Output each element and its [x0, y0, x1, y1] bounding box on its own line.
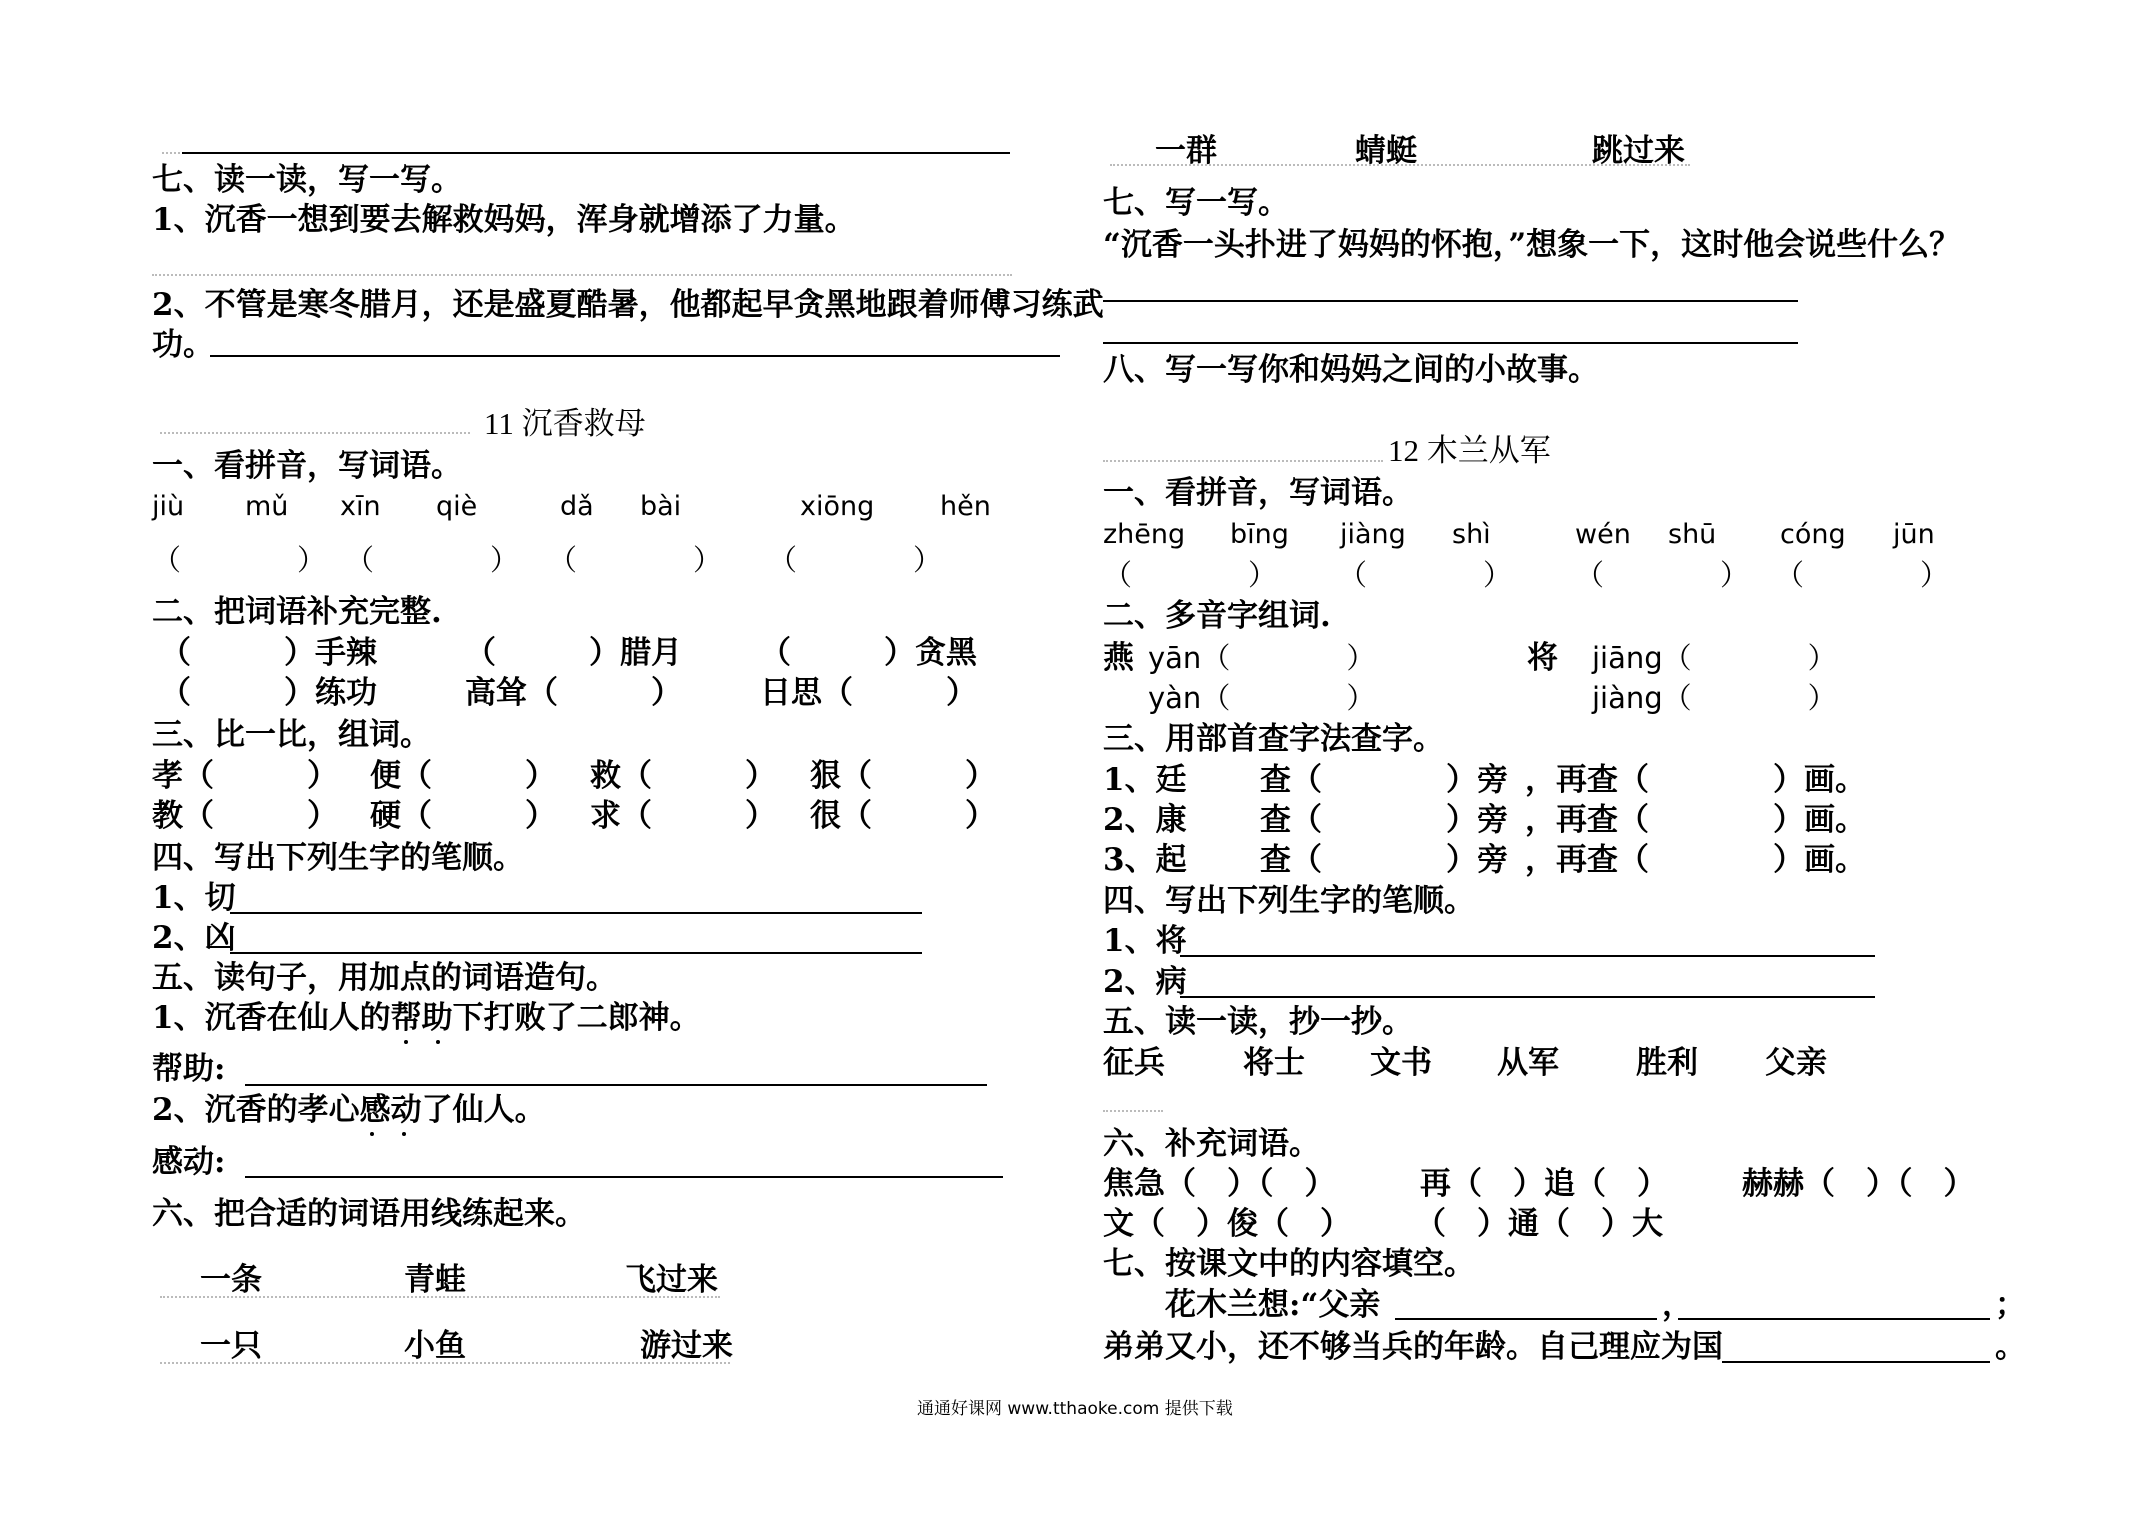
fill-in-phrase[interactable]: （ ）腊月 [465, 635, 682, 671]
left-section-7-sentence-1: 1、沉香一想到要去解救妈妈，浑身就增添了力量。 [152, 202, 856, 238]
pinyin: xīn [340, 491, 381, 522]
right-section-7-title: 七、写一写。 [1103, 185, 1289, 221]
idiom-fill[interactable]: （ ）通（ ）大 [1415, 1206, 1663, 1242]
answer-blank[interactable]: （ ） [1575, 558, 1750, 592]
left-section-7-sentence-2: 2、不管是寒冬腊月，还是盛夏酷暑，他都起早贪黑地跟着师傅习练武 [152, 287, 1104, 323]
compare-word[interactable]: 孝（ ） [152, 758, 338, 794]
answer-blank[interactable]: （ ） [152, 543, 327, 577]
left-q5-title: 五、读句子，用加点的词语造句。 [152, 960, 617, 996]
stroke-order-item: 2、凶 [152, 920, 236, 956]
dotted-guide [152, 274, 1012, 276]
answer-blank[interactable]: （ ） [548, 543, 723, 577]
pinyin: jiàng [1340, 519, 1406, 550]
right-q3-title: 三、用部首查字法查字。 [1103, 721, 1444, 757]
pinyin: bài [640, 491, 682, 522]
footer-credit: 通通好课网 www.tthaoke.com 提供下载 [917, 1399, 1233, 1419]
cloze-text: ； [1995, 1287, 2026, 1323]
answer-blank[interactable]: （ ） [1775, 558, 1950, 592]
right-q1-title: 一、看拼音，写词语。 [1103, 475, 1413, 511]
match-word[interactable]: 蜻蜓 [1355, 133, 1417, 169]
answer-line[interactable] [210, 355, 1060, 357]
compare-word[interactable]: 教（ ） [152, 798, 338, 834]
emphasis-dot [404, 1040, 408, 1044]
lesson-11-title: 11 沉香救母 [484, 406, 646, 441]
answer-blank[interactable]: （ ） [1338, 558, 1513, 592]
fill-in-phrase[interactable]: （ ）手辣 [160, 635, 377, 671]
radical-lookup-b[interactable]: ，再查（ ）画。 [1525, 842, 1866, 878]
pinyin: wén [1575, 519, 1631, 550]
emphasis-dot [402, 1132, 406, 1136]
idiom-fill[interactable]: 文（ ）俊（ ） [1103, 1206, 1351, 1242]
make-sentence-label: 感动: [152, 1144, 226, 1180]
pinyin: cóng [1780, 519, 1846, 550]
cloze-text: 花木兰想:“父亲 [1165, 1287, 1381, 1323]
right-q2-title: 二、多音字组词. [1103, 598, 1331, 634]
dotted-guide [1103, 1110, 1163, 1112]
cloze-text: ， [1662, 1287, 1693, 1323]
pinyin: jūn [1893, 519, 1935, 550]
cloze-text: 。 [1995, 1329, 2026, 1365]
answer-blank[interactable]: （ ） [345, 543, 520, 577]
compare-word[interactable]: 便（ ） [370, 758, 556, 794]
stroke-order-item: 1、将 [1103, 923, 1187, 959]
compare-word[interactable]: 狠（ ） [810, 758, 996, 794]
polyphone-blank[interactable]: jiàng（ ） [1592, 681, 1837, 715]
match-word[interactable]: 跳过来 [1592, 133, 1685, 169]
left-q6-title: 六、把合适的词语用线练起来。 [152, 1196, 586, 1232]
stroke-order-item: 2、病 [1103, 964, 1187, 1000]
radical-lookup-a[interactable]: 查（ ）旁 [1260, 802, 1508, 838]
stroke-order-item: 1、切 [152, 880, 236, 916]
compare-word[interactable]: 求（ ） [590, 798, 776, 834]
radical-lookup-a[interactable]: 查（ ）旁 [1260, 842, 1508, 878]
answer-line[interactable] [245, 1176, 1003, 1178]
idiom-fill[interactable]: 再（ ）追（ ） [1420, 1166, 1668, 1202]
pinyin: shū [1668, 519, 1717, 550]
pinyin: zhēng [1103, 519, 1186, 550]
polyphone-char: 将 [1527, 640, 1558, 676]
example-sentence: 2、沉香的孝心感动了仙人。 [152, 1092, 546, 1128]
compare-word[interactable]: 硬（ ） [370, 798, 556, 834]
match-word[interactable]: 一群 [1155, 133, 1217, 169]
radical-lookup-b[interactable]: ，再查（ ）画。 [1525, 762, 1866, 798]
answer-line[interactable] [1395, 1318, 1657, 1320]
fill-in-phrase[interactable]: 高耸（ ） [465, 675, 682, 711]
left-section-7-title: 七、读一读，写一写。 [152, 162, 462, 198]
left-q3-title: 三、比一比，组词。 [152, 717, 431, 753]
fill-in-phrase[interactable]: （ ）贪黑 [760, 635, 977, 671]
right-q6-title: 六、补充词语。 [1103, 1126, 1320, 1162]
idiom-fill[interactable]: 焦急（ ）（ ） [1103, 1166, 1336, 1202]
match-word[interactable]: 小鱼 [404, 1328, 466, 1364]
copy-word: 胜利 [1636, 1045, 1698, 1081]
match-word[interactable]: 青蛙 [404, 1262, 466, 1298]
polyphone-blank[interactable]: yān（ ） [1148, 641, 1376, 675]
pinyin: mǔ [245, 491, 289, 522]
compare-word[interactable]: 救（ ） [590, 758, 776, 794]
pinyin: hěn [940, 491, 991, 522]
polyphone-blank[interactable]: yàn（ ） [1148, 681, 1376, 715]
answer-line[interactable] [230, 952, 922, 954]
answer-line[interactable] [1180, 955, 1875, 957]
radical-lookup-num: 1、廷 [1103, 762, 1187, 798]
right-section-8-title: 八、写一写你和妈妈之间的小故事。 [1103, 352, 1599, 388]
copy-word: 父亲 [1765, 1045, 1827, 1081]
left-section-7-sentence-2-end: 功。 [152, 327, 214, 363]
polyphone-char: 燕 [1103, 640, 1134, 676]
right-q4-title: 四、写出下列生字的笔顺。 [1103, 883, 1475, 919]
answer-line[interactable] [1722, 1361, 1990, 1363]
pinyin: shì [1452, 519, 1491, 550]
answer-line[interactable] [1678, 1318, 1990, 1320]
polyphone-blank[interactable]: jiāng（ ） [1592, 641, 1837, 675]
lesson-12-title: 12 木兰从军 [1388, 433, 1551, 468]
copy-word: 征兵 [1103, 1045, 1165, 1081]
left-q1-title: 一、看拼音，写词语。 [152, 448, 462, 484]
right-q7-title: 七、按课文中的内容填空。 [1103, 1246, 1475, 1282]
match-word[interactable]: 游过来 [640, 1328, 733, 1364]
emphasis-dot [436, 1040, 440, 1044]
radical-lookup-b[interactable]: ，再查（ ）画。 [1525, 802, 1866, 838]
answer-line[interactable] [182, 152, 1010, 154]
copy-word: 文书 [1370, 1045, 1432, 1081]
right-q5-title: 五、读一读，抄一抄。 [1103, 1004, 1413, 1040]
dotted-guide [1103, 460, 1383, 462]
answer-blank[interactable]: （ ） [768, 543, 943, 577]
cloze-text: 弟弟又小，还不够当兵的年龄。自己理应为国 [1103, 1329, 1723, 1365]
answer-blank[interactable]: （ ） [1103, 558, 1278, 592]
radical-lookup-num: 3、起 [1103, 842, 1187, 878]
radical-lookup-a[interactable]: 查（ ）旁 [1260, 762, 1508, 798]
pinyin: jiù [152, 491, 185, 522]
copy-word: 将士 [1243, 1045, 1305, 1081]
emphasis-dot [370, 1132, 374, 1136]
left-q2-title: 二、把词语补充完整. [152, 594, 442, 630]
match-word[interactable]: 一条 [200, 1262, 262, 1298]
example-sentence: 1、沉香在仙人的帮助下打败了二郎神。 [152, 1000, 701, 1036]
pinyin: xiōng [800, 491, 875, 522]
match-word[interactable]: 一只 [200, 1328, 262, 1364]
answer-line[interactable] [1103, 342, 1798, 344]
radical-lookup-num: 2、康 [1103, 802, 1187, 838]
pinyin: dǎ [560, 491, 594, 522]
pinyin: bīng [1230, 519, 1289, 550]
right-section-7-prompt: “沉香一头扑进了妈妈的怀抱，”想象一下，这时他会说些什么？ [1103, 227, 1961, 263]
answer-line[interactable] [1103, 300, 1798, 302]
pinyin: qiè [436, 491, 478, 522]
left-q4-title: 四、写出下列生字的笔顺。 [152, 840, 524, 876]
answer-line[interactable] [245, 1084, 987, 1086]
compare-word[interactable]: 很（ ） [810, 798, 996, 834]
answer-line[interactable] [230, 912, 922, 914]
dotted-guide [160, 432, 470, 434]
match-word[interactable]: 飞过来 [625, 1262, 718, 1298]
fill-in-phrase[interactable]: （ ）练功 [160, 675, 377, 711]
fill-in-phrase[interactable]: 日思（ ） [760, 675, 977, 711]
make-sentence-label: 帮助: [152, 1051, 226, 1087]
answer-line[interactable] [1180, 996, 1875, 998]
copy-word: 从军 [1497, 1045, 1559, 1081]
idiom-fill[interactable]: 赫赫（ ）（ ） [1742, 1166, 1975, 1202]
